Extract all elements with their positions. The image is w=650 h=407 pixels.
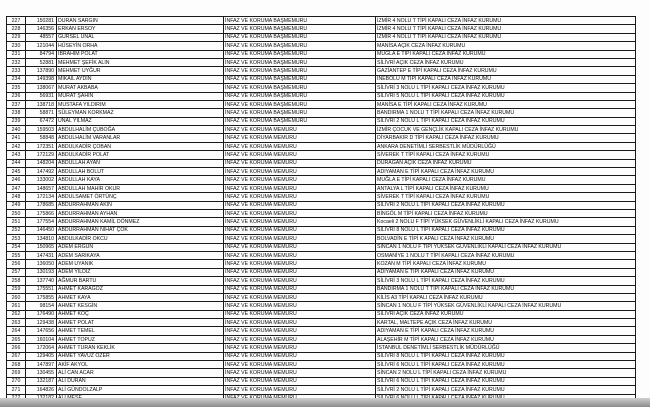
cell-name: ALİ GÜNDOLZALP (57, 386, 224, 394)
cell-sicil: 175866 (26, 209, 57, 217)
cell-institution: SİLİVRİ 2 NOLU L TİPİ KAPALI CEZA İNFAZ KURUMU (376, 117, 636, 125)
cell-institution: DİYARBAKIR D TİPİ KAPALI CEZA İNFAZ KURUMU (376, 134, 636, 142)
cell-institution: ANKARA DENETİMLİ SERBESTLİK MÜDÜRLÜĞÜ (376, 142, 636, 150)
cell-institution: BİNGÖL M TİPİ KAPALI CEZA İNFAZ KURUMU (376, 209, 636, 217)
table-row (7, 235, 636, 243)
cell-sicil: 175855 (26, 293, 57, 301)
table-row (7, 75, 636, 83)
cell-sicil: 136050 (26, 260, 57, 268)
cell-no: 265 (7, 335, 26, 343)
cell-institution: BANDIRMA 1 NOLU T TİPİ KAPALI CEZA İNFAZ KURUMU (376, 285, 636, 293)
cell-sicil: 147656 (26, 327, 57, 335)
cell-title: İNFAZ VE KORUMA MEMURU (224, 352, 376, 360)
table-row (7, 268, 636, 276)
cell-name: ALİ CAN ACAR (57, 369, 224, 377)
cell-name: ABDULHALİM VARANLAR (57, 134, 224, 142)
cell-title: İNFAZ VE KORUMA MEMURU (224, 293, 376, 301)
table-row (7, 352, 636, 360)
cell-institution: SİLİVRİ 2 NOLU L TİPİ KAPALI CEZA İNFAZ KURUMU (376, 201, 636, 209)
cell-name: MEHMET UYĞUR (57, 67, 224, 75)
cell-title: İNFAZ VE KORUMA MEMURU (224, 218, 376, 226)
cell-institution: SİLİVRİ 8 NOLU L TİPİ KAPALI CEZA İNFAZ KURUMU (376, 352, 636, 360)
cell-name: ABDULKADİR OKCU (57, 235, 224, 243)
table-row (7, 142, 636, 150)
cell-no: 269 (7, 369, 26, 377)
cell-name: AHMET YAVUZ ÖZER (57, 352, 224, 360)
cell-no: 258 (7, 277, 26, 285)
cell-title: İNFAZ VE KORUMA MEMURU (224, 319, 376, 327)
cell-institution: DURAĞAN AÇIK CEZA İNFAZ KURUMU (376, 159, 636, 167)
cell-sicil: 56931 (26, 92, 57, 100)
cell-no: 242 (7, 142, 26, 150)
cell-name: AHMET KARAGÖZ (57, 285, 224, 293)
cell-institution: SİLİVRİ 8 NOLU L TİPİ KAPALI CEZA İNFAZ KURUMU (376, 226, 636, 234)
cell-no: 238 (7, 109, 26, 117)
cell-sicil: 121044 (26, 42, 57, 50)
cell-institution: SİLİVRİ 6 NOLU L TİPİ KAPALI CEZA İNFAZ KURUMU (376, 377, 636, 385)
cell-no: 248 (7, 193, 26, 201)
cell-title: İNFAZ VE KORUMA BAŞMEMURU (224, 42, 376, 50)
cell-institution: İZMİR 4 NOLU T TİPİ KAPALI CEZA İNFAZ KURUMU (376, 17, 636, 25)
cell-sicil: 159503 (26, 126, 57, 134)
cell-name: ERKAN ERSOY (57, 25, 224, 33)
cell-no: 262 (7, 310, 26, 318)
table-row (7, 243, 636, 251)
cell-no: 240 (7, 126, 26, 134)
table-row (7, 285, 636, 293)
cell-no: 264 (7, 327, 26, 335)
table-body (7, 17, 636, 403)
cell-name: ABDULHALİM ÇUBOĞA (57, 126, 224, 134)
cell-sicil: 52881 (26, 58, 57, 66)
cell-sicil: 147431 (26, 251, 57, 259)
table-row (7, 335, 636, 343)
cell-name: HÜSEYİN ORHA (57, 42, 224, 50)
cell-title: İNFAZ VE KORUMA MEMURU (224, 327, 376, 335)
cell-no: 266 (7, 344, 26, 352)
table-row (7, 100, 636, 108)
cell-title: İNFAZ VE KORUMA MEMURU (224, 235, 376, 243)
cell-name: ABDULLAH KAYA (57, 176, 224, 184)
cell-no: 246 (7, 176, 26, 184)
table-row (7, 50, 636, 58)
cell-title: İNFAZ VE KORUMA BAŞMEMURU (224, 84, 376, 92)
cell-name: İBRAHİM POLAT (57, 50, 224, 58)
cell-name: ABDULLAH BOLUT (57, 168, 224, 176)
table-row (7, 386, 636, 394)
cell-institution: Kocaeli 2 NOLU F TİPİ YÜKSEK GÜVENLİKLİ KAPALI CEZA İNFAZ KURUMU (376, 218, 636, 226)
cell-sicil: 176490 (26, 310, 57, 318)
cell-sicil: 67472 (26, 117, 57, 125)
cell-name: DURAN SARGIN (57, 17, 224, 25)
cell-institution: MUĞLA E TİPİ KAPALI CEZA İNFAZ KURUMU (376, 50, 636, 58)
cell-title: İNFAZ VE KORUMA MEMURU (224, 361, 376, 369)
cell-name: AHMET TURAN KEKLİK (57, 344, 224, 352)
cell-title: İNFAZ VE KORUMA MEMURU (224, 369, 376, 377)
table-row (7, 251, 636, 259)
cell-institution: SİNCAN 2 NOLU L TİPİ KAPALI CEZA İNFAZ KURUMU (376, 369, 636, 377)
cell-title: İNFAZ VE KORUMA BAŞMEMURU (224, 33, 376, 41)
cell-sicil: 130193 (26, 268, 57, 276)
cell-title: İNFAZ VE KORUMA BAŞMEMURU (224, 67, 376, 75)
cell-title: İNFAZ VE KORUMA MEMURU (224, 134, 376, 142)
cell-no: 268 (7, 361, 26, 369)
cell-institution: İSTANBUL DENETİMLİ SERBESTLİK MÜDÜRLÜĞÜ (376, 344, 636, 352)
cell-institution: SİLİVRİ AÇIK CEZA İNFAZ KURUMU (376, 58, 636, 66)
cell-institution: ADIYAMAN E TİPİ KAPALI CEZA İNFAZ KURUMU (376, 327, 636, 335)
cell-sicil: 177554 (26, 218, 57, 226)
cell-title: İNFAZ VE KORUMA MEMURU (224, 302, 376, 310)
cell-institution: SİNCAN 1 NOLU F TİPİ YÜKSEK GÜVENLİKLİ KAPALI CEZA İNFAZ KURUMU (376, 302, 636, 310)
cell-title: İNFAZ VE KORUMA MEMURU (224, 386, 376, 394)
table-row (7, 126, 636, 134)
cell-no: 254 (7, 243, 26, 251)
cell-no: 260 (7, 293, 26, 301)
table-row (7, 361, 636, 369)
cell-name: AHMET KESGİN (57, 302, 224, 310)
cell-name: ABDURRAHMAN AYHAN (57, 209, 224, 217)
cell-name: ABDULSAMET ÖRTÜNÇ (57, 193, 224, 201)
cell-sicil: 133002 (26, 176, 57, 184)
cell-title: İNFAZ VE KORUMA MEMURU (224, 142, 376, 150)
cell-name: MURAT AKBABA (57, 84, 224, 92)
table-row (7, 327, 636, 335)
cell-institution: SİVEREK T TİPİ KAPALI CEZA İNFAZ KURUMU (376, 151, 636, 159)
cell-title: İNFAZ VE KORUMA BAŞMEMURU (224, 17, 376, 25)
cell-sicil: 172134 (26, 193, 57, 201)
cell-sicil: 98154 (26, 302, 57, 310)
cell-sicil: 172351 (26, 142, 57, 150)
cell-institution: KİLİS A3 TİPİ KAPALI CEZA İNFAZ KURUMU (376, 293, 636, 301)
table-row (7, 277, 636, 285)
table-row (7, 33, 636, 41)
cell-sicil: 148204 (26, 159, 57, 167)
cell-no: 250 (7, 209, 26, 217)
cell-sicil: 178685 (26, 201, 57, 209)
cell-name: ÜNAL YILMAZ (57, 117, 224, 125)
cell-name: ALİ DURAN (57, 377, 224, 385)
table-row (7, 293, 636, 301)
cell-institution: BANDIRMA 1 NOLU T TİPİ KAPALI CEZA İNFAZ KURUMU (376, 109, 636, 117)
cell-institution: ADIYAMAN E TİPİ KAPALI CEZA İNFAZ KURUMU (376, 268, 636, 276)
cell-institution: İZMİR 4 NOLU T TİPİ KAPALI CEZA İNFAZ KURUMU (376, 33, 636, 41)
cell-title: İNFAZ VE KORUMA MEMURU (224, 243, 376, 251)
cell-no: 239 (7, 117, 26, 125)
cell-title: İNFAZ VE KORUMA BAŞMEMURU (224, 109, 376, 117)
cell-title: İNFAZ VE KORUMA MEMURU (224, 159, 376, 167)
cell-institution: MANİSA AÇIK CEZA İNFAZ KURUMU (376, 42, 636, 50)
cell-name: AKİF AKYOL (57, 361, 224, 369)
cell-name: AHMET KAYA (57, 293, 224, 301)
cell-institution: İZMİR ÇOCUK VE GENÇLİK KAPALI CEZA İNFAZ KURUMU (376, 126, 636, 134)
cell-no: 233 (7, 67, 26, 75)
table-row (7, 344, 636, 352)
cell-no: 261 (7, 302, 26, 310)
table-row (7, 377, 636, 385)
cell-sicil: 48557 (26, 33, 57, 41)
cell-no: 253 (7, 235, 26, 243)
cell-no: 229 (7, 33, 26, 41)
cell-title: İNFAZ VE KORUMA BAŞMEMURU (224, 25, 376, 33)
cell-title: İNFAZ VE KORUMA BAŞMEMURU (224, 58, 376, 66)
cell-sicil: 137740 (26, 277, 57, 285)
cell-title: İNFAZ VE KORUMA MEMURU (224, 176, 376, 184)
cell-sicil: 58848 (26, 134, 57, 142)
cell-no: 267 (7, 352, 26, 360)
cell-title: İNFAZ VE KORUMA BAŞMEMURU (224, 92, 376, 100)
cell-sicil: 134810 (26, 235, 57, 243)
cell-no: 252 (7, 226, 26, 234)
personnel-table (6, 16, 636, 403)
cell-title: İNFAZ VE KORUMA MEMURU (224, 126, 376, 134)
table-row (7, 84, 636, 92)
cell-no: 249 (7, 201, 26, 209)
cell-title: İNFAZ VE KORUMA MEMURU (224, 201, 376, 209)
cell-title: İNFAZ VE KORUMA BAŞMEMURU (224, 50, 376, 58)
cell-name: ABDULLAH AYAN (57, 159, 224, 167)
cell-name: SÜLEYMAN KORKMAZ (57, 109, 224, 117)
cell-name: MUSTAFA YILDIRIM (57, 100, 224, 108)
cell-title: İNFAZ VE KORUMA MEMURU (224, 377, 376, 385)
cell-institution: BOLVADİN E TİPİ K APALI CEZA İNFAZ KURUMU (376, 235, 636, 243)
table-row (7, 319, 636, 327)
cell-name: ADEM YILDIZ (57, 268, 224, 276)
cell-sicil: 58871 (26, 109, 57, 117)
cell-sicil: 130455 (26, 369, 57, 377)
cell-title: İNFAZ VE KORUMA BAŞMEMURU (224, 117, 376, 125)
cell-no: 270 (7, 377, 26, 385)
cell-institution: SİVEREK T TİPİ KAPALI CEZA İNFAZ KURUMU (376, 193, 636, 201)
cell-title: İNFAZ VE KORUMA MEMURU (224, 184, 376, 192)
cell-name: ABDULKADİR ÇOBAN (57, 142, 224, 150)
cell-title: İNFAZ VE KORUMA MEMURU (224, 260, 376, 268)
cell-name: ABDURRAHMAN KAMİL DÖNMEZ (57, 218, 224, 226)
cell-institution: SİLİVRİ 2 NOLU L TİPİ KAPALI CEZA İNFAZ KURUMU (376, 386, 636, 394)
table-row (7, 17, 636, 25)
cell-institution: SİLİVRİ 6 NOLU L TİPİ KAPALI CEZA İNFAZ KURUMU (376, 361, 636, 369)
cell-name: MİKAİL AYDIN (57, 75, 224, 83)
cell-sicil: 149398 (26, 75, 57, 83)
table-row (7, 25, 636, 33)
cell-name: AĞMUR BARTU (57, 277, 224, 285)
cell-no: 271 (7, 386, 26, 394)
table-row (7, 92, 636, 100)
cell-title: İNFAZ VE KORUMA MEMURU (224, 251, 376, 259)
cell-no: 231 (7, 50, 26, 58)
cell-title: İNFAZ VE KORUMA MEMURU (224, 268, 376, 276)
cell-sicil: 160104 (26, 335, 57, 343)
table-row (7, 109, 636, 117)
cell-title: İNFAZ VE KORUMA BAŞMEMURU (224, 75, 376, 83)
cell-institution: KARTAL, MALTEPE AÇIK CEZA İNFAZ KURUMU (376, 319, 636, 327)
cell-no: 256 (7, 260, 26, 268)
cell-institution: OSMANİYE 1 NOLU T TİPİ KAPALI CEZA İNFAZ KURUMU (376, 251, 636, 259)
cell-no: 251 (7, 218, 26, 226)
cell-institution: ALAŞEHİR M TİPİ KAPALI CEZA İNFAZ KURUMU (376, 335, 636, 343)
cell-institution: SİNCAN 1 NOLU F TİPİ YÜKSEK GÜVENLİKLİ KAPALI CEZA İNFAZ KURUMU (376, 243, 636, 251)
cell-no: 235 (7, 84, 26, 92)
cell-name: ABDULKADİR POLAT (57, 151, 224, 159)
cell-sicil: 164826 (26, 386, 57, 394)
cell-sicil: 146450 (26, 226, 57, 234)
cell-name: ABDURRAHMAN NİHAT ÇOK (57, 226, 224, 234)
cell-title: İNFAZ VE KORUMA MEMURU (224, 310, 376, 318)
cell-institution: SİLİVRİ 5 NOLU L TİPİ KAPALI CEZA İNFAZ KURUMU (376, 92, 636, 100)
table-row (7, 58, 636, 66)
cell-title: İNFAZ VE KORUMA MEMURU (224, 344, 376, 352)
table-row (7, 168, 636, 176)
cell-no: 234 (7, 75, 26, 83)
table-row (7, 67, 636, 75)
cell-institution: SİLİVRİ 3 NOLU L TİPİ KAPALI CEZA İNFAZ KURUMU (376, 84, 636, 92)
cell-title: İNFAZ VE KORUMA MEMURU (224, 226, 376, 234)
cell-name: ADEM ERGÜN (57, 243, 224, 251)
cell-institution: KOZAN M TİPİ KAPALI CEZA İNFAZ KURUMU (376, 260, 636, 268)
table-row (7, 151, 636, 159)
cell-title: İNFAZ VE KORUMA MEMURU (224, 285, 376, 293)
cell-sicil: 172064 (26, 344, 57, 352)
cell-no: 243 (7, 151, 26, 159)
cell-institution: ANTALYA L TİPİ KAPALI CEZA İNFAZ KURUMU (376, 184, 636, 192)
cell-no: 263 (7, 319, 26, 327)
cell-sicil: 172129 (26, 151, 57, 159)
cell-sicil: 175551 (26, 285, 57, 293)
cell-sicil: 132187 (26, 377, 57, 385)
cell-sicil: 129438 (26, 319, 57, 327)
cell-sicil: 148657 (26, 184, 57, 192)
cell-no: 227 (7, 17, 26, 25)
cell-no: 237 (7, 100, 26, 108)
cell-name: ABDULLAH MAHİR OKUR (57, 184, 224, 192)
cell-sicil: 150281 (26, 17, 57, 25)
cell-sicil: 84794 (26, 50, 57, 58)
cell-sicil: 147897 (26, 361, 57, 369)
table-row (7, 184, 636, 192)
cell-institution: SİLİVRİ AÇIK CEZA İNFAZ KURUMU (376, 310, 636, 318)
cell-title: İNFAZ VE KORUMA MEMURU (224, 277, 376, 285)
cell-no: 232 (7, 58, 26, 66)
cell-name: ADEM UYANIK (57, 260, 224, 268)
cell-name: AHMET POLAT (57, 319, 224, 327)
cell-no: 244 (7, 159, 26, 167)
cell-sicil: 129405 (26, 352, 57, 360)
cell-institution: İNEBOLU M TİPİ KAPALI CEZA İNFAZ KURUMU (376, 75, 636, 83)
table-row (7, 302, 636, 310)
cell-sicil: 138718 (26, 100, 57, 108)
cell-no: 257 (7, 268, 26, 276)
cell-sicil: 147492 (26, 168, 57, 176)
cell-no: 245 (7, 168, 26, 176)
cell-no: 241 (7, 134, 26, 142)
cell-no: 230 (7, 42, 26, 50)
cell-name: GÜRSEL ÜNAL (57, 33, 224, 41)
cell-no: 259 (7, 285, 26, 293)
table-row (7, 159, 636, 167)
cell-name: AHMET KOÇ (57, 310, 224, 318)
cell-sicil: 137890 (26, 67, 57, 75)
table-row (7, 42, 636, 50)
cell-institution: ADIYAMAN E TİPİ KAPALI CEZA İNFAZ KURUMU (376, 168, 636, 176)
table-row (7, 310, 636, 318)
table-row (7, 226, 636, 234)
table-row (7, 134, 636, 142)
cell-name: MURAT ŞAHİN (57, 92, 224, 100)
cell-title: İNFAZ VE KORUMA MEMURU (224, 168, 376, 176)
cell-institution: GAZİANTEP E TİPİ KAPALI CEZA İNFAZ KURUMU (376, 67, 636, 75)
table-row (7, 218, 636, 226)
cell-sicil: 150965 (26, 243, 57, 251)
page-bottom-edge (0, 398, 650, 407)
cell-institution: İZMİR 4 NOLU T TİPİ KAPALI CEZA İNFAZ KURUMU (376, 25, 636, 33)
cell-name: ADEM SARIKAYA (57, 251, 224, 259)
table-row (7, 201, 636, 209)
table-row (7, 117, 636, 125)
cell-institution: MUĞLA E TİPİ KAPALI CEZA İNFAZ KURUMU (376, 176, 636, 184)
cell-no: 228 (7, 25, 26, 33)
cell-institution: SİLİVRİ 3 NOLU L TİPİ KAPALI CEZA İNFAZ KURUMU (376, 277, 636, 285)
cell-title: İNFAZ VE KORUMA MEMURU (224, 151, 376, 159)
cell-name: ABDURRAHMAN AKIN (57, 201, 224, 209)
cell-title: İNFAZ VE KORUMA MEMURU (224, 193, 376, 201)
cell-no: 247 (7, 184, 26, 192)
cell-institution: MANİSA E TİPİ KAPALI CEZA İNFAZ KURUMU (376, 100, 636, 108)
cell-title: İNFAZ VE KORUMA MEMURU (224, 335, 376, 343)
cell-sicil: 146356 (26, 25, 57, 33)
table-row (7, 260, 636, 268)
cell-name: AHMET TOPUZ (57, 335, 224, 343)
cell-title: İNFAZ VE KORUMA MEMURU (224, 209, 376, 217)
table-row (7, 193, 636, 201)
cell-sicil: 138067 (26, 84, 57, 92)
table-row (7, 209, 636, 217)
cell-no: 255 (7, 251, 26, 259)
cell-name: AHMET TEMEL (57, 327, 224, 335)
table-row (7, 176, 636, 184)
cell-no: 236 (7, 92, 26, 100)
cell-name: MEHMET ŞEFİK ALIN (57, 58, 224, 66)
table-row (7, 369, 636, 377)
cell-title: İNFAZ VE KORUMA BAŞMEMURU (224, 100, 376, 108)
